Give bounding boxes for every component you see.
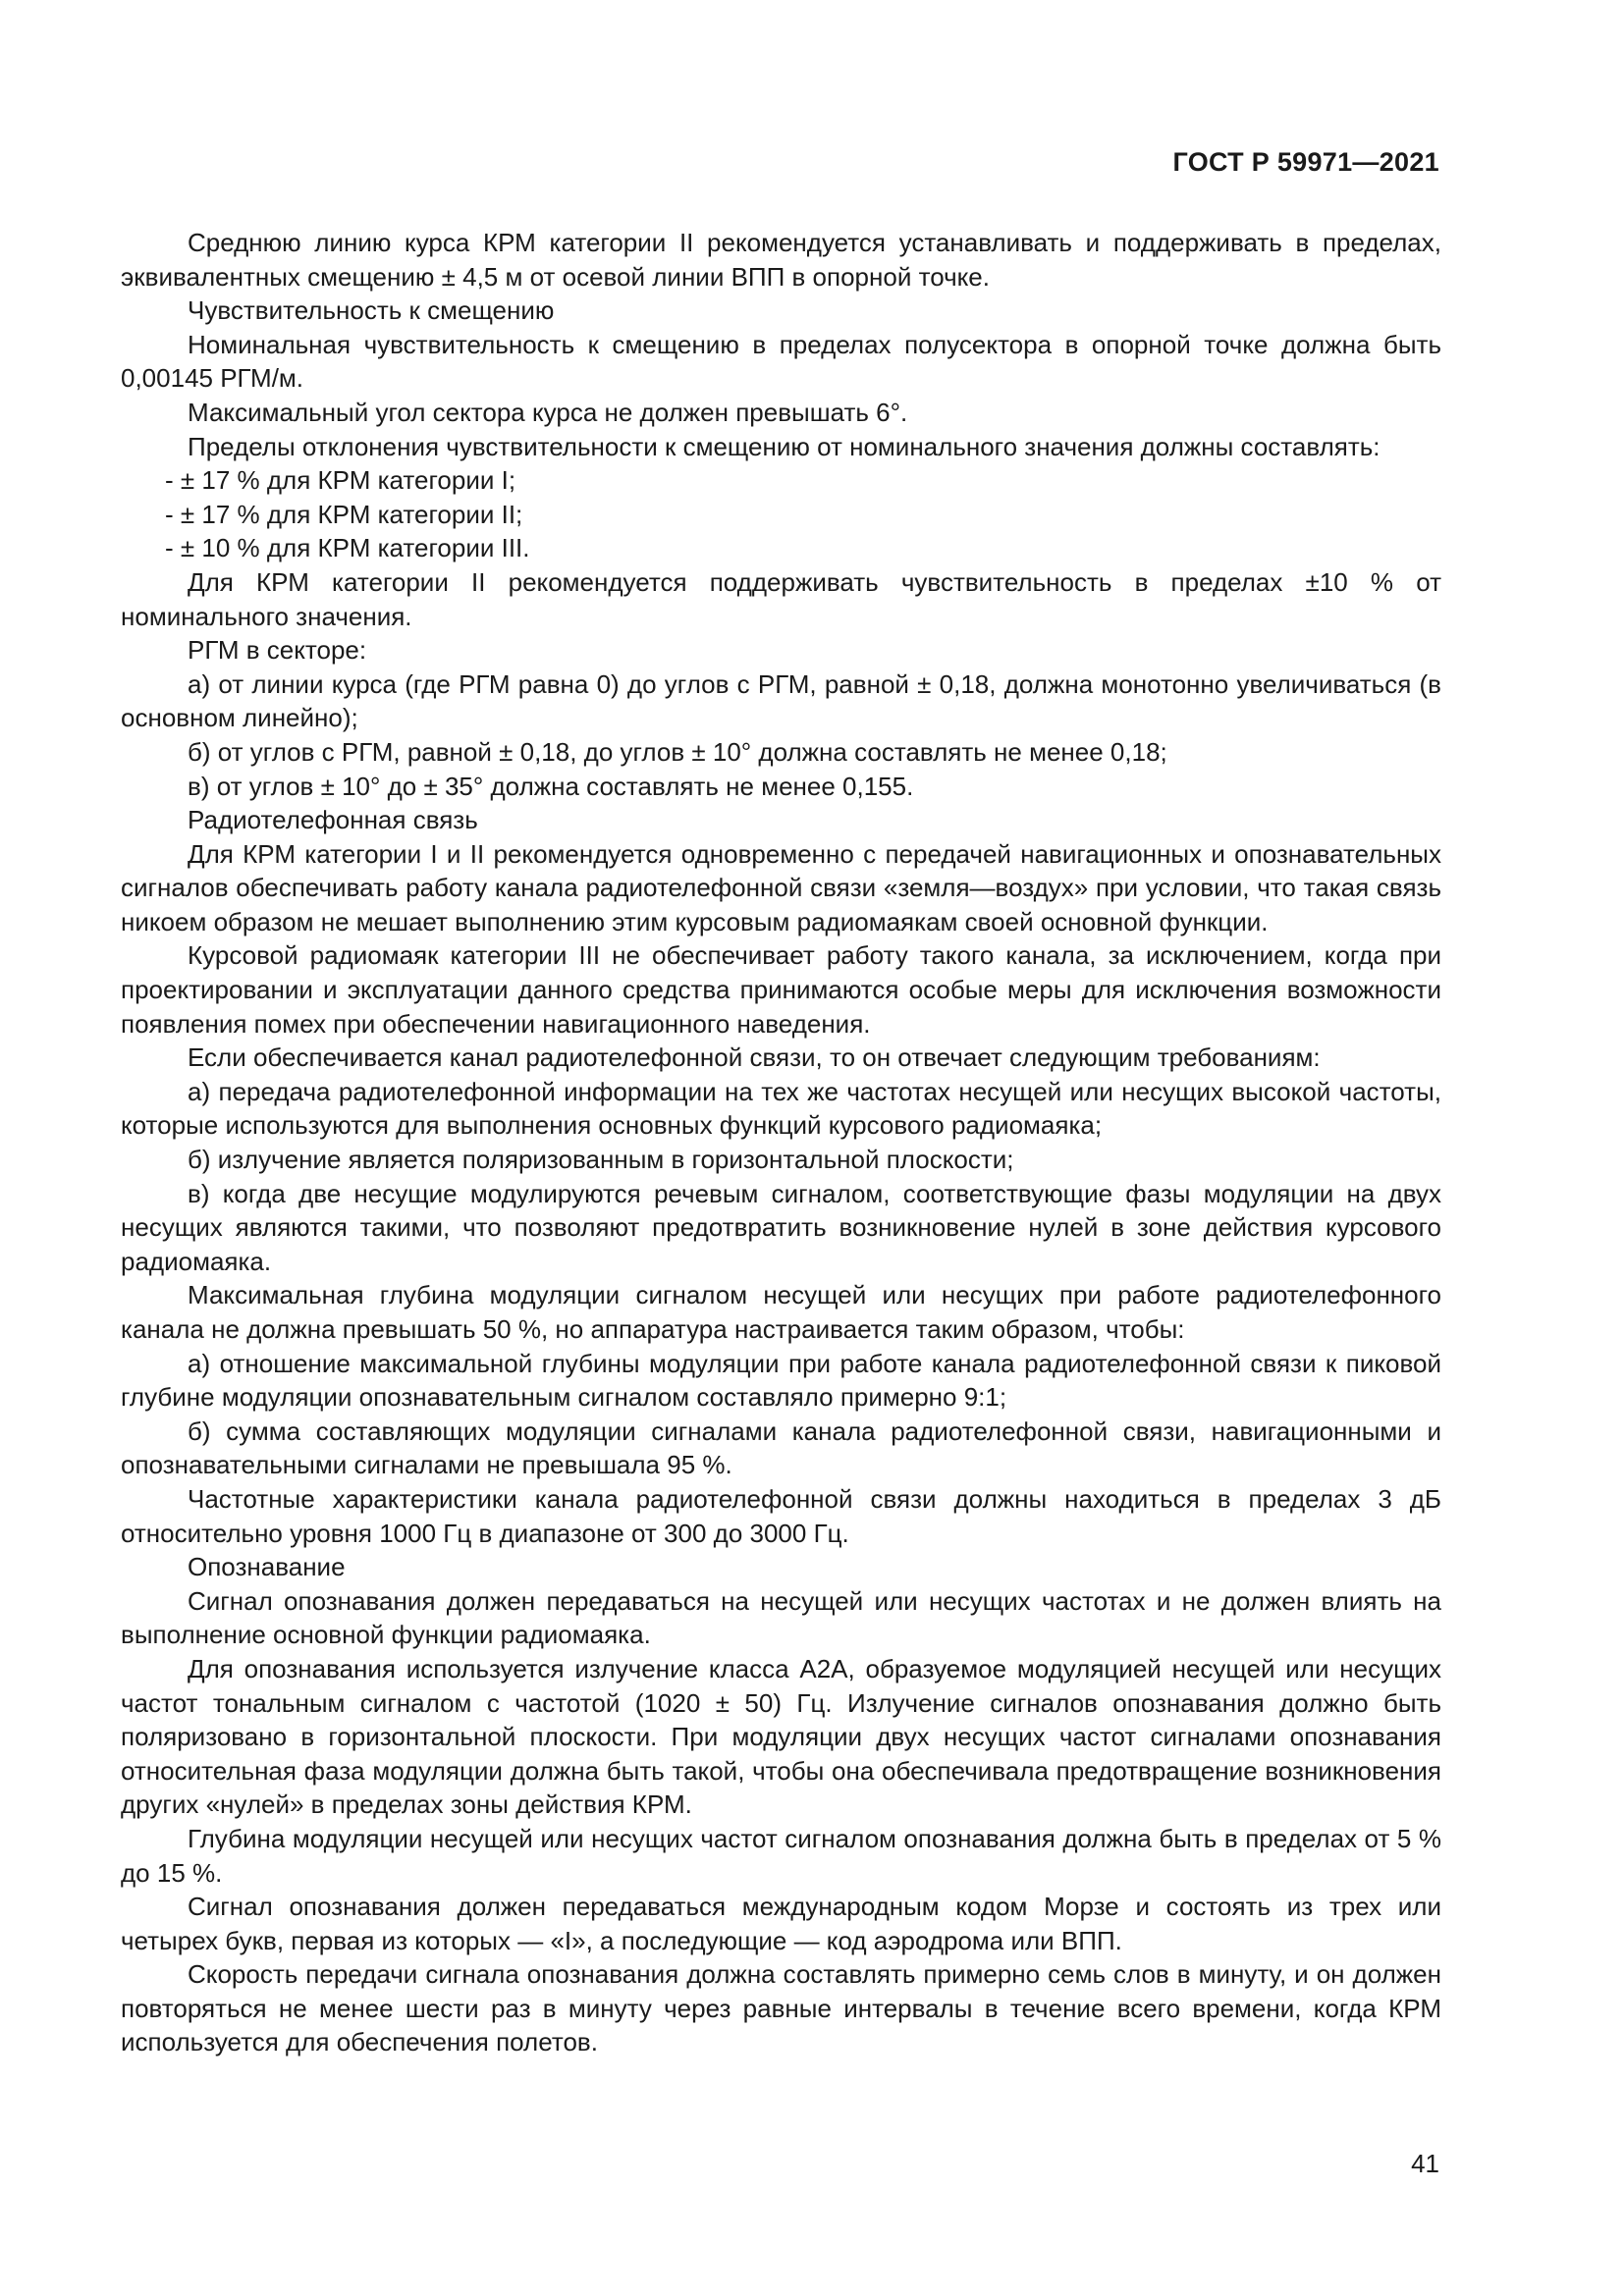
paragraph: Пределы отклонения чувствительности к смещению от номинального значения должны составлять: xyxy=(188,431,1380,461)
paragraph: Для КРМ категории I и II рекомендуется одновременно с передачей навигационных и опознавательных сигналов обеспечивать работу канала радиотелефонной связи «земля—воздух» при условии, что такая связь никоем образом не мешает выполнению этим курсовым радиомаякам своей основной функции. xyxy=(121,838,1441,936)
paragraph: Сигнал опознавания должен передаваться на несущей или несущих частотах и не должен влиять на выполнение основной функции радиомаяка. xyxy=(121,1585,1441,1650)
list-item: а) от линии курса (где РГМ равна 0) до углов с РГМ, равной ± 0,18, должна монотонно увеличиваться (в основном линейно); xyxy=(121,668,1441,733)
list-item: - ± 17 % для КРМ категории II; xyxy=(165,499,523,529)
paragraph: Частотные характеристики канала радиотелефонной связи должны находиться в пределах 3 дБ относительно уровня 1000 Гц в диапазоне от 300 до 3000 Гц. xyxy=(121,1483,1441,1548)
list-item: - ± 10 % для КРМ категории III. xyxy=(165,533,530,563)
standard-id: ГОСТ Р 59971—2021 xyxy=(1172,147,1439,177)
list-item: - ± 17 % для КРМ категории I; xyxy=(165,465,516,496)
paragraph: Номинальная чувствительность к смещению в пределах полусектора в опорной точке должна быть 0,00145 РГМ/м. xyxy=(121,329,1441,394)
section-heading: Радиотелефонная связь xyxy=(188,805,478,835)
page-header xyxy=(1172,147,1439,178)
paragraph: Глубина модуляции несущей или несущих частот сигналом опознавания должна быть в пределах от 5 % до 15 %. xyxy=(121,1823,1441,1888)
list-item: а) передача радиотелефонной информации на тех же частотах несущей или несущих высокой частоты, которые используются для выполнения основных функций курсового радиомаяка; xyxy=(121,1076,1441,1141)
page-footer xyxy=(1411,2149,1439,2179)
page-number: 41 xyxy=(1411,2149,1439,2178)
list-item: а) отношение максимальной глубины модуляции при работе канала радиотелефонной связи к пиковой глубине модуляции опознавательным сигналом составляло примерно 9:1; xyxy=(121,1348,1441,1413)
list-item: в) от углов ± 10° до ± 35° должна составлять не менее 0,155. xyxy=(188,771,914,801)
paragraph: Максимальный угол сектора курса не должен превышать 6°. xyxy=(188,397,908,427)
paragraph: Для КРМ категории II рекомендуется поддерживать чувствительность в пределах ±10 % от номинального значения. xyxy=(121,566,1441,631)
page-body xyxy=(121,226,1441,2059)
paragraph: Курсовой радиомаяк категории III не обеспечивает работу такого канала, за исключением, когда при проектировании и эксплуатации данного средства принимаются особые меры для исключения возможности появления помех при обеспечении навигационного наведения. xyxy=(121,940,1441,1039)
paragraph: РГМ в секторе: xyxy=(188,635,367,666)
paragraph: Для опознавания используется излучение класса А2А, образуемое модуляцией несущей или несущих частот тональным сигналом с частотой (1020 ± 50) Гц. Излучение сигналов опознавания должно быть поляризовано в горизонтальной плоскости. При модуляции двух несущих частот сигналами опознавания относительная фаза модуляции должна быть такой, чтобы она обеспечивала предотвращение возникновения других «нулей» в пределах зоны действия КРМ. xyxy=(121,1653,1441,1820)
paragraph: Максимальная глубина модуляции сигналом несущей или несущих при работе радиотелефонного канала не должна превышать 50 %, но аппаратура настраивается таким образом, чтобы: xyxy=(121,1280,1441,1344)
list-item: б) излучение является поляризованным в горизонтальной плоскости; xyxy=(188,1145,1014,1175)
section-heading: Опознавание xyxy=(188,1552,346,1582)
list-item: б) сумма составляющих модуляции сигналами канала радиотелефонной связи, навигационными и опознавательными сигналами не превышала 95 %. xyxy=(121,1415,1441,1480)
paragraph: Если обеспечивается канал радиотелефонной связи, то он отвечает следующим требованиям: xyxy=(188,1042,1321,1073)
paragraph: Скорость передачи сигнала опознавания должна составлять примерно семь слов в минуту, и он должен повторяться не менее шести раз в минуту через равные интервалы в течение всего времени, когда КРМ используется для обеспечения полетов. xyxy=(121,1959,1441,2057)
list-item: б) от углов с РГМ, равной ± 0,18, до углов ± 10° должна составлять не менее 0,18; xyxy=(188,736,1167,767)
paragraph: Сигнал опознавания должен передаваться международным кодом Морзе и состоять из трех или четырех букв, первая из которых — «I», а последующие — код аэродрома или ВПП. xyxy=(121,1892,1441,1955)
list-item: в) когда две несущие модулируются речевым сигналом, соответствующие фазы модуляции на двух несущих являются такими, что позволяют предотвратить возникновение нулей в зоне действия курсового радиомаяка. xyxy=(121,1178,1441,1276)
paragraph: Среднюю линию курса КРМ категории II рекомендуется устанавливать и поддерживать в пределах, эквивалентных смещению ± 4,5 м от осевой линии ВПП в опорной точке. xyxy=(121,228,1441,292)
section-heading: Чувствительность к смещению xyxy=(188,295,555,326)
